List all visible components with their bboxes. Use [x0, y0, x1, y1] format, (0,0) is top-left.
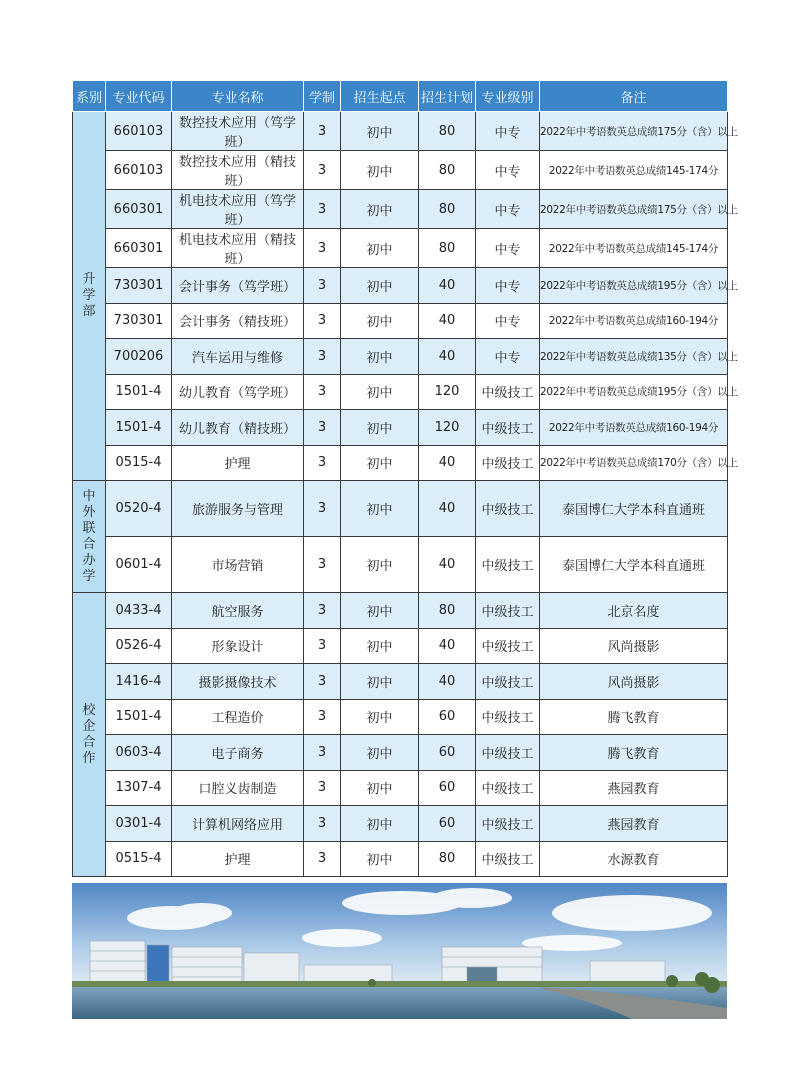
table-row [73, 537, 728, 593]
major-cell: 工程造价 [172, 699, 304, 735]
table-header-row [73, 81, 728, 112]
years-cell: 3 [304, 841, 341, 877]
major-cell: 会计事务（精技班） [172, 303, 304, 339]
dept-cell [73, 112, 106, 481]
note-cell: 北京名度 [540, 593, 728, 629]
plan-cell: 40 [419, 339, 476, 375]
note-cell: 2022年中考语数英总成绩170分（含）以上 [540, 445, 728, 481]
years-cell: 3 [304, 445, 341, 481]
code-cell: 0601-4 [106, 537, 172, 593]
note-cell: 燕园教育 [540, 770, 728, 806]
level-cell: 中级技工 [476, 374, 540, 410]
plan-cell: 40 [419, 303, 476, 339]
start-cell: 初中 [341, 593, 419, 629]
plan-cell: 60 [419, 699, 476, 735]
level-cell: 中专 [476, 190, 540, 229]
table-row [73, 229, 728, 268]
years-cell: 3 [304, 303, 341, 339]
major-cell: 旅游服务与管理 [172, 481, 304, 537]
code-cell: 1307-4 [106, 770, 172, 806]
start-cell: 初中 [341, 303, 419, 339]
dept-name: 校企合作 [82, 702, 96, 766]
campus-photo [72, 883, 727, 1019]
note-cell: 腾飞教育 [540, 735, 728, 771]
table-row [73, 151, 728, 190]
campus-illustration [72, 883, 727, 1019]
header-years: 学制 [304, 81, 341, 112]
code-cell: 0526-4 [106, 628, 172, 664]
table-row [73, 268, 728, 304]
level-cell: 中级技工 [476, 841, 540, 877]
plan-cell: 120 [419, 410, 476, 446]
major-cell: 计算机网络应用 [172, 806, 304, 842]
note-cell: 泰国博仁大学本科直通班 [540, 481, 728, 537]
header-start: 招生起点 [341, 81, 419, 112]
table-row [73, 593, 728, 629]
header-note: 备注 [540, 81, 728, 112]
start-cell: 初中 [341, 410, 419, 446]
start-cell: 初中 [341, 445, 419, 481]
major-cell: 护理 [172, 445, 304, 481]
years-cell: 3 [304, 481, 341, 537]
plan-cell: 120 [419, 374, 476, 410]
note-cell: 泰国博仁大学本科直通班 [540, 537, 728, 593]
start-cell: 初中 [341, 537, 419, 593]
years-cell: 3 [304, 537, 341, 593]
note-cell: 腾飞教育 [540, 699, 728, 735]
start-cell: 初中 [341, 268, 419, 304]
code-cell: 1501-4 [106, 699, 172, 735]
note-cell: 2022年中考语数英总成绩175分（含）以上 [540, 190, 728, 229]
major-cell: 幼儿教育（精技班） [172, 410, 304, 446]
start-cell: 初中 [341, 229, 419, 268]
start-cell: 初中 [341, 481, 419, 537]
major-cell: 市场营销 [172, 537, 304, 593]
code-cell: 660301 [106, 190, 172, 229]
code-cell: 660103 [106, 151, 172, 190]
major-cell: 航空服务 [172, 593, 304, 629]
table-row [73, 374, 728, 410]
major-cell: 电子商务 [172, 735, 304, 771]
plan-cell: 40 [419, 664, 476, 700]
table-row [73, 699, 728, 735]
level-cell: 中级技工 [476, 699, 540, 735]
major-cell: 形象设计 [172, 628, 304, 664]
table-body [73, 112, 738, 877]
header-major: 专业名称 [172, 81, 304, 112]
level-cell: 中专 [476, 229, 540, 268]
note-cell: 2022年中考语数英总成绩135分（含）以上 [540, 339, 728, 375]
level-cell: 中专 [476, 112, 540, 151]
years-cell: 3 [304, 806, 341, 842]
level-cell: 中级技工 [476, 410, 540, 446]
enrollment-table [72, 80, 738, 877]
years-cell: 3 [304, 735, 341, 771]
table-row [73, 303, 728, 339]
years-cell: 3 [304, 628, 341, 664]
code-cell: 1501-4 [106, 410, 172, 446]
start-cell: 初中 [341, 190, 419, 229]
note-cell: 2022年中考语数英总成绩145-174分 [540, 151, 728, 190]
years-cell: 3 [304, 699, 341, 735]
plan-cell: 40 [419, 481, 476, 537]
start-cell: 初中 [341, 735, 419, 771]
years-cell: 3 [304, 374, 341, 410]
table-row [73, 445, 728, 481]
major-cell: 机电技术应用（笃学班） [172, 190, 304, 229]
table-row [73, 735, 728, 771]
plan-cell: 40 [419, 268, 476, 304]
level-cell: 中专 [476, 151, 540, 190]
code-cell: 0520-4 [106, 481, 172, 537]
level-cell: 中级技工 [476, 537, 540, 593]
start-cell: 初中 [341, 112, 419, 151]
level-cell: 中级技工 [476, 806, 540, 842]
level-cell: 中级技工 [476, 445, 540, 481]
level-cell: 中级技工 [476, 628, 540, 664]
code-cell: 1501-4 [106, 374, 172, 410]
header-level: 专业级别 [476, 81, 540, 112]
note-cell: 燕园教育 [540, 806, 728, 842]
start-cell: 初中 [341, 339, 419, 375]
plan-cell: 80 [419, 841, 476, 877]
level-cell: 中级技工 [476, 770, 540, 806]
table-row [73, 664, 728, 700]
major-cell: 护理 [172, 841, 304, 877]
table-row [73, 628, 728, 664]
note-cell: 2022年中考语数英总成绩160-194分 [540, 303, 728, 339]
note-cell: 风尚摄影 [540, 628, 728, 664]
plan-cell: 80 [419, 593, 476, 629]
plan-cell: 60 [419, 735, 476, 771]
dept-name: 升学部 [82, 272, 96, 319]
code-cell: 0301-4 [106, 806, 172, 842]
code-cell: 730301 [106, 268, 172, 304]
table-row [73, 112, 728, 151]
note-cell: 水源教育 [540, 841, 728, 877]
years-cell: 3 [304, 410, 341, 446]
header-plan: 招生计划 [419, 81, 476, 112]
years-cell: 3 [304, 151, 341, 190]
years-cell: 3 [304, 770, 341, 806]
plan-cell: 80 [419, 151, 476, 190]
years-cell: 3 [304, 112, 341, 151]
major-cell: 会计事务（笃学班） [172, 268, 304, 304]
code-cell: 660103 [106, 112, 172, 151]
start-cell: 初中 [341, 151, 419, 190]
years-cell: 3 [304, 229, 341, 268]
note-cell: 风尚摄影 [540, 664, 728, 700]
note-cell: 2022年中考语数英总成绩160-194分 [540, 410, 728, 446]
years-cell: 3 [304, 339, 341, 375]
code-cell: 700206 [106, 339, 172, 375]
plan-cell: 60 [419, 806, 476, 842]
level-cell: 中级技工 [476, 481, 540, 537]
table-row [73, 410, 728, 446]
plan-cell: 80 [419, 190, 476, 229]
level-cell: 中级技工 [476, 593, 540, 629]
header-code: 专业代码 [106, 81, 172, 112]
note-cell: 2022年中考语数英总成绩175分（含）以上 [540, 112, 728, 151]
table-row [73, 841, 728, 877]
start-cell: 初中 [341, 374, 419, 410]
code-cell: 1416-4 [106, 664, 172, 700]
code-cell: 660301 [106, 229, 172, 268]
level-cell: 中专 [476, 339, 540, 375]
level-cell: 中专 [476, 268, 540, 304]
years-cell: 3 [304, 268, 341, 304]
note-cell: 2022年中考语数英总成绩195分（含）以上 [540, 374, 728, 410]
major-cell: 机电技术应用（精技班） [172, 229, 304, 268]
header-dept: 系别 [73, 81, 106, 112]
code-cell: 0433-4 [106, 593, 172, 629]
years-cell: 3 [304, 190, 341, 229]
dept-name: 中外联合办学 [82, 488, 96, 584]
start-cell: 初中 [341, 628, 419, 664]
plan-cell: 40 [419, 445, 476, 481]
code-cell: 0515-4 [106, 841, 172, 877]
table-row [73, 339, 728, 375]
table-row [73, 190, 728, 229]
level-cell: 中级技工 [476, 735, 540, 771]
plan-cell: 40 [419, 628, 476, 664]
note-cell: 2022年中考语数英总成绩145-174分 [540, 229, 728, 268]
start-cell: 初中 [341, 806, 419, 842]
table-row [73, 770, 728, 806]
start-cell: 初中 [341, 699, 419, 735]
major-cell: 数控技术应用（笃学班） [172, 112, 304, 151]
years-cell: 3 [304, 593, 341, 629]
code-cell: 730301 [106, 303, 172, 339]
note-cell: 2022年中考语数英总成绩195分（含）以上 [540, 268, 728, 304]
code-cell: 0603-4 [106, 735, 172, 771]
major-cell: 数控技术应用（精技班） [172, 151, 304, 190]
level-cell: 中专 [476, 303, 540, 339]
start-cell: 初中 [341, 770, 419, 806]
major-cell: 口腔义齿制造 [172, 770, 304, 806]
level-cell: 中级技工 [476, 664, 540, 700]
major-cell: 幼儿教育（笃学班） [172, 374, 304, 410]
dept-cell [73, 593, 106, 877]
dept-cell [73, 481, 106, 593]
major-cell: 汽车运用与维修 [172, 339, 304, 375]
table-row [73, 806, 728, 842]
major-cell: 摄影摄像技术 [172, 664, 304, 700]
plan-cell: 80 [419, 112, 476, 151]
start-cell: 初中 [341, 664, 419, 700]
plan-cell: 60 [419, 770, 476, 806]
start-cell: 初中 [341, 841, 419, 877]
years-cell: 3 [304, 664, 341, 700]
plan-cell: 80 [419, 229, 476, 268]
plan-cell: 40 [419, 537, 476, 593]
code-cell: 0515-4 [106, 445, 172, 481]
table-row [73, 481, 728, 537]
